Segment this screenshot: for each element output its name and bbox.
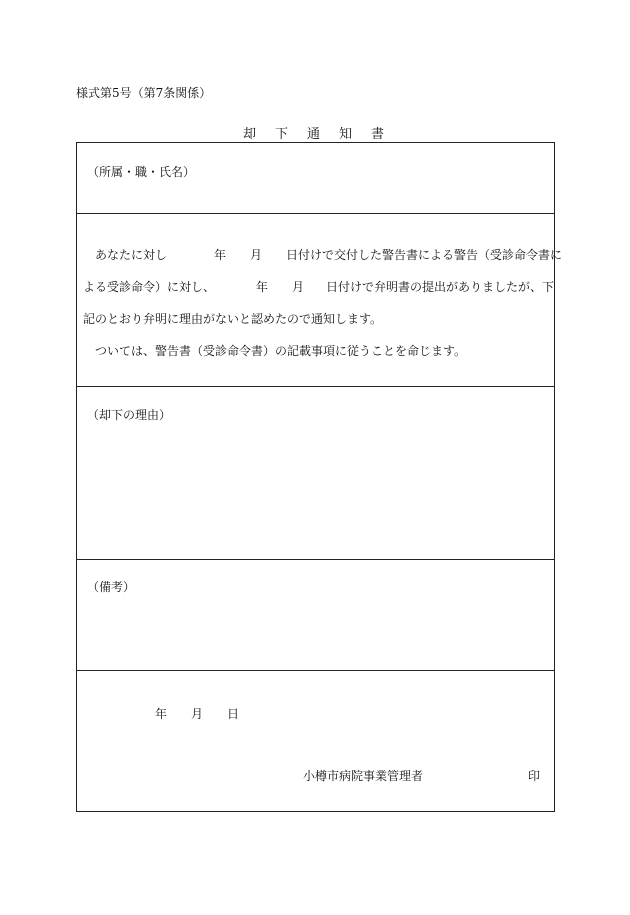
seal-mark: 印 — [528, 769, 541, 783]
body-line1-text-a: あなたに対し — [95, 248, 168, 262]
body-line2-month: 月 — [292, 280, 305, 294]
date-month: 月 — [191, 707, 204, 721]
form-number: 様式第5号（第7条関係） — [76, 86, 212, 100]
date-day: 日 — [227, 707, 240, 721]
body-line1-month: 月 — [250, 248, 263, 262]
remarks-label: （備考） — [87, 580, 136, 594]
issuer-name: 小樽市病院事業管理者 — [303, 769, 424, 783]
divider-1 — [77, 213, 554, 214]
body-line2-text-b: 日付けで弁明書の提出がありましたが、下 — [326, 280, 555, 294]
divider-3 — [77, 559, 554, 560]
date-year: 年 — [155, 707, 168, 721]
body-line4: ついては、警告書（受診命令書）の記載事項に従うことを命じます。 — [95, 344, 467, 358]
body-line2-year: 年 — [256, 280, 269, 294]
divider-4 — [77, 670, 554, 671]
reason-label: （却下の理由） — [87, 408, 172, 422]
body-line1-text-b: 日付けで交付した警告書による警告（受診命令書に — [286, 248, 563, 262]
affiliation-label: （所属・職・氏名） — [87, 165, 196, 179]
body-line3: 記のとおり弁明に理由がないと認めたので通知します。 — [83, 312, 383, 326]
document-title: 却 下 通 知 書 — [242, 127, 387, 142]
body-line2-text-a: よる受診命令）に対し、 — [83, 280, 216, 294]
body-line1-year: 年 — [214, 248, 227, 262]
divider-2 — [77, 386, 554, 387]
form-frame — [76, 142, 563, 812]
